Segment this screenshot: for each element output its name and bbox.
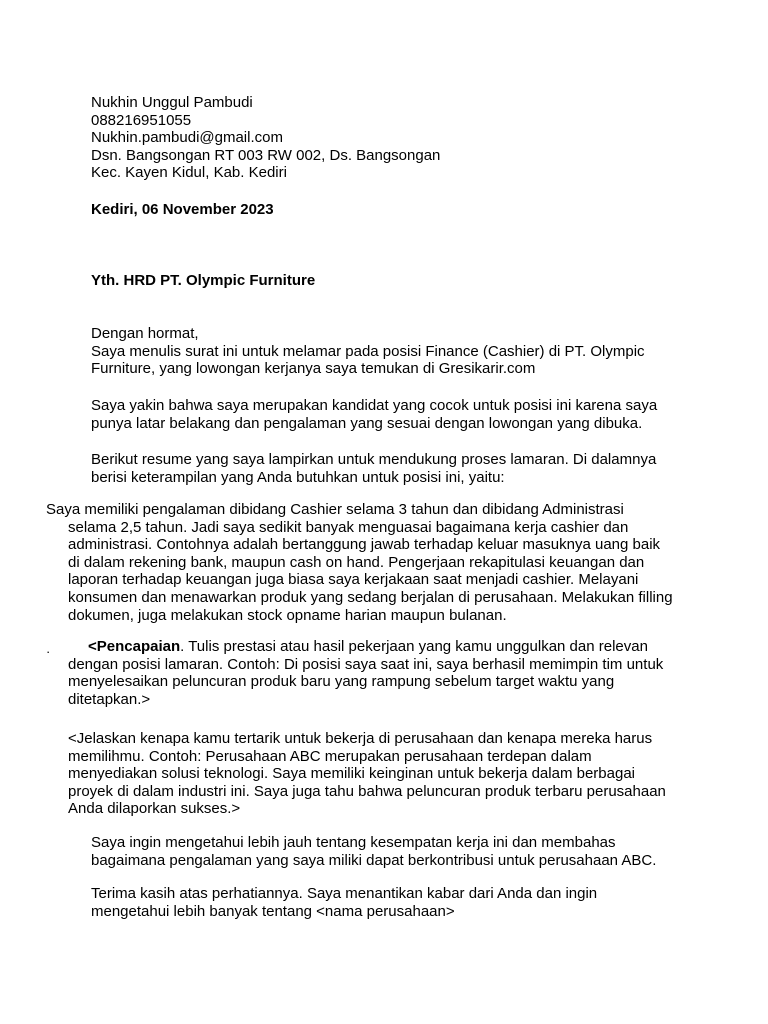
paragraph-resume: [91, 451, 656, 486]
letter-date: Kediri, 06 November 2023: [91, 201, 274, 218]
paragraph-experience: [46, 501, 673, 624]
reason-line: <Jelaskan kenapa kamu tertarik untuk bekerja di perusahaan dan kenapa mereka harus: [68, 730, 653, 747]
reason-line: menyediakan solusi teknologi. Saya memiliki keinginan untuk bekerja dalam berbagai: [68, 765, 635, 783]
experience-line: dokumen, juga melakukan stock opname harian maupun bulanan.: [68, 606, 507, 624]
reason-line: proyek di dalam industri ini. Saya juga tahu bahwa peluncuran produk terbaru perusahaan: [68, 782, 666, 800]
paragraph-achievement: [68, 638, 663, 708]
recipient-line: Yth. HRD PT. Olympic Furniture: [91, 272, 316, 289]
bullet-dot: ·: [46, 644, 51, 659]
achievement-line: menyelesaikan peluncuran produk baru yang rampung sebelum target waktu yang: [68, 673, 615, 691]
para-2-line: punya latar belakang dan pengalaman yang sesuai dengan lowongan yang dibuka.: [91, 414, 643, 432]
closing-1-line: Saya ingin mengetahui lebih jauh tentang kesempatan kerja ini dan membahas: [91, 834, 616, 851]
reason-line: memilihmu. Contoh: Perusahaan ABC merupakan perusahaan terdepan dalam: [68, 747, 592, 765]
experience-line: di dalam rekening bank, maupun cash on hand. Pengerjaan rekapitulasi keuangan dan: [68, 553, 645, 571]
sender-address-line-2: Kec. Kayen Kidul, Kab. Kediri: [91, 164, 287, 182]
experience-line: selama 2,5 tahun. Jadi saya sedikit banyak menguasai bagaimana kerja cashier dan: [68, 518, 629, 536]
closing-2-line: mengetahui lebih banyak tentang <nama perusahaan>: [91, 902, 455, 920]
achievement-label: <Pencapaian: [88, 638, 181, 655]
sender-email: Nukhin.pambudi@gmail.com: [91, 129, 283, 147]
sender-block: [91, 94, 440, 182]
closing-2-line: Terima kasih atas perhatiannya. Saya menantikan kabar dari Anda dan ingin: [91, 885, 598, 902]
achievement-first-text: . Tulis prestasi atau hasil pekerjaan yang kamu unggulkan dan relevan: [180, 638, 648, 655]
achievement-first-line: [68, 638, 663, 656]
closing-1-line: bagaimana pengalaman yang saya miliki dapat berkontribusi untuk perusahaan ABC.: [91, 851, 657, 869]
paragraph-reason: [68, 730, 666, 818]
paragraph-closing-2: [91, 885, 597, 920]
experience-line: Saya memiliki pengalaman dibidang Cashier selama 3 tahun dan dibidang Administrasi: [46, 501, 624, 518]
experience-line: administrasi. Contohnya adalah bertanggung jawab terhadap keluar masuknya uang baik: [68, 536, 661, 554]
para-2-line: Saya yakin bahwa saya merupakan kandidat yang cocok untuk posisi ini karena saya: [91, 397, 658, 414]
sender-phone: 088216951055: [91, 111, 192, 129]
salutation-block: [91, 325, 645, 378]
paragraph-closing-1: [91, 834, 656, 869]
experience-line: laporan terhadap keuangan juga biasa saya kerjakaan saat menjadi cashier. Melayani: [68, 571, 639, 589]
para-3-line: berisi keterampilan yang Anda butuhkan untuk posisi ini, yaitu:: [91, 468, 505, 486]
para-1-line: Furniture, yang lowongan kerjanya saya temukan di Gresikarir.com: [91, 360, 536, 378]
sender-address-line-1: Dsn. Bangsongan RT 003 RW 002, Ds. Bangsongan: [91, 146, 441, 164]
salutation: Dengan hormat,: [91, 325, 199, 342]
para-1-line: Saya menulis surat ini untuk melamar pada posisi Finance (Cashier) di PT. Olympic: [91, 342, 645, 360]
experience-line: konsumen dan menawarkan produk yang sedang berjalan di perusahaan. Melakukan filling: [68, 588, 673, 606]
sender-name: Nukhin Unggul Pambudi: [91, 94, 253, 111]
achievement-line: dengan posisi lamaran. Contoh: Di posisi saya saat ini, saya berhasil memimpin tim untuk: [68, 655, 664, 673]
paragraph-fit: [91, 397, 657, 432]
achievement-line: ditetapkan.>: [68, 690, 151, 708]
para-3-line: Berikut resume yang saya lampirkan untuk mendukung proses lamaran. Di dalamnya: [91, 451, 657, 468]
reason-line: Anda dilaporkan sukses.>: [68, 800, 241, 818]
